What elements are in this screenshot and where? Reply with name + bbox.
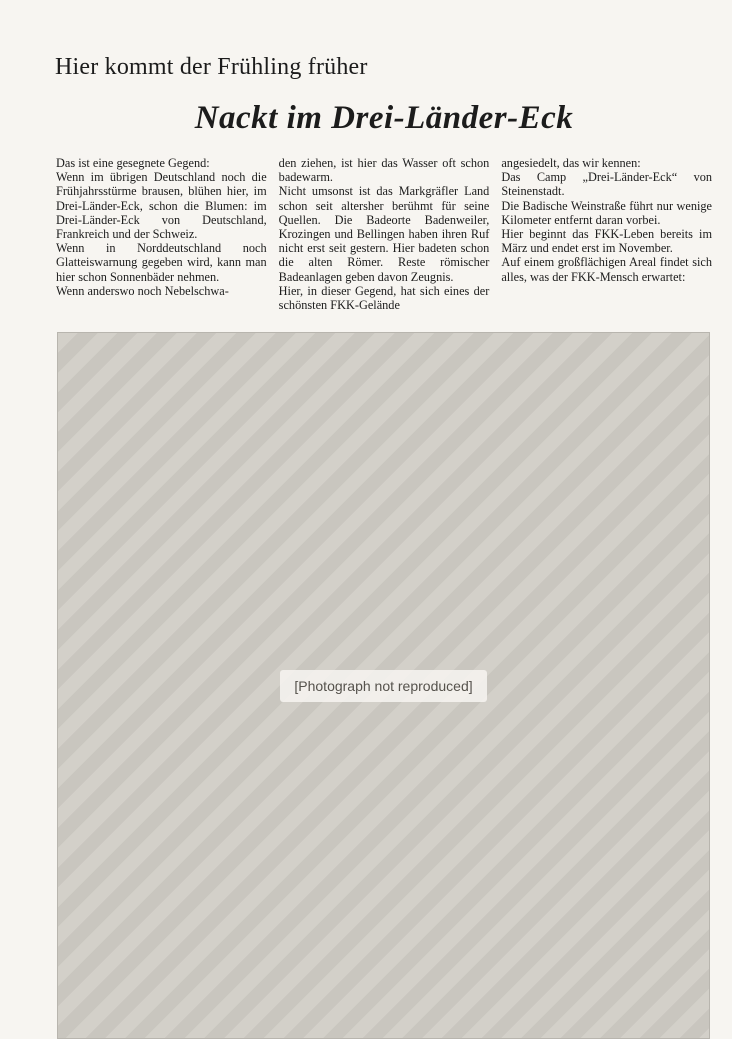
paragraph: Die Badische Weinstraße führt nur wenige Kilometer entfernt daran vorbei. <box>501 198 713 227</box>
article-headline: Nackt im Drei-Länder-Eck <box>194 100 574 136</box>
paragraph: angesiedelt, das wir kennen: <box>501 156 641 170</box>
text-column-2 <box>279 156 490 312</box>
article-kicker: Hier kommt der Frühling früher <box>55 54 368 80</box>
paragraph: Wenn anderswo noch Nebelschwa- <box>56 283 229 298</box>
paragraph: Hier beginnt das FKK-Leben bereits im März und endet erst im November. <box>501 227 713 256</box>
text-column-3 <box>501 156 712 312</box>
paragraph: Auf einem großflächigen Areal findet sich alles, was der FKK-Mensch erwartet: <box>501 255 713 284</box>
paragraph: Das Camp „Drei-Länder-Eck“ von Steinenstadt. <box>501 170 713 199</box>
paragraph: Wenn im übrigen Deutschland noch die Frühjahrsstürme brausen, blühen hier, im Drei-Länder-Eck, schon die Blumen: im Drei-Länder-Eck von Deutschland, Frankreich und der Schweiz. <box>56 170 267 242</box>
photo-placeholder <box>57 332 710 1039</box>
paragraph: Nicht umsonst ist das Markgräfler Land schon seit altersher berühmt für seine Quellen. Die Badeorte Badenweiler, Krozingen und Bellingen haben ihren Ruf nicht erst seit gestern. Hier badeten schon die alten Römer. Reste römischer Badeanlagen geben davon Zeugnis. <box>278 184 490 284</box>
photo-placeholder-label: [Photograph not reproduced] <box>280 670 486 702</box>
paragraph: Das ist eine gesegnete Gegend: <box>56 156 210 170</box>
text-column-1 <box>56 156 267 312</box>
paragraph: Wenn in Norddeutschland noch Glatteiswarnung gegeben wird, kann man hier schon Sonnenbäder nehmen. <box>56 241 267 284</box>
article-body <box>56 156 712 312</box>
paragraph: Hier, in dieser Gegend, hat sich eines der schönsten FKK-Gelände <box>278 283 490 313</box>
paragraph: den ziehen, ist hier das Wasser oft schon badewarm. <box>278 156 490 185</box>
